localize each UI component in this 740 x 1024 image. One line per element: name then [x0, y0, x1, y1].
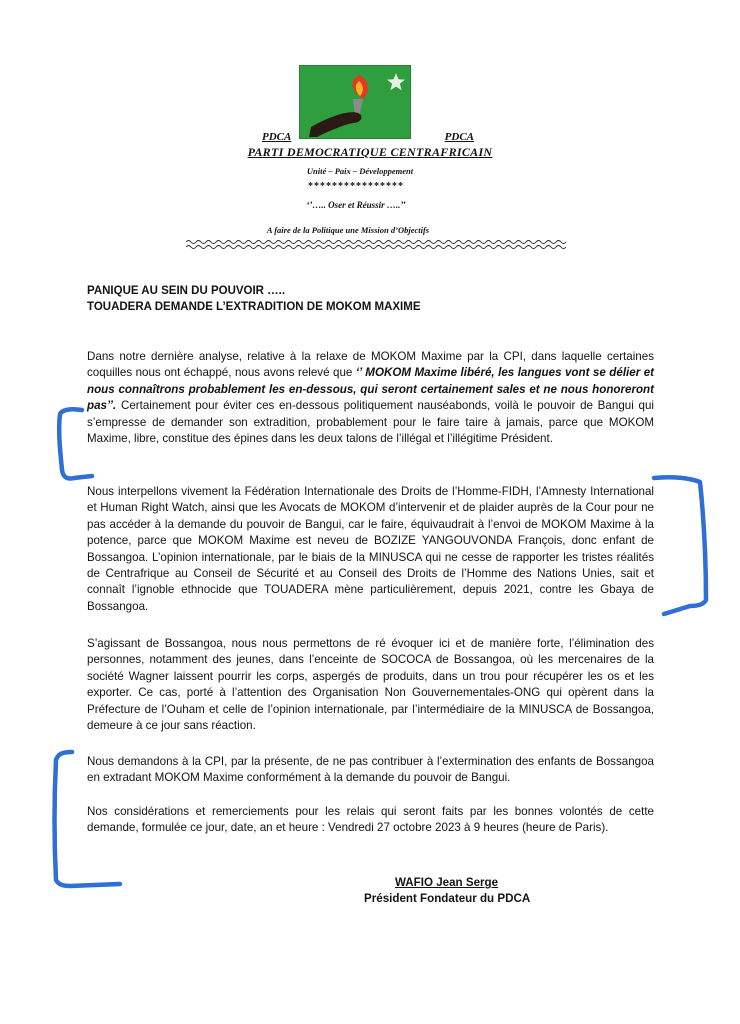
letterhead-abbr-row — [262, 131, 474, 145]
wave-divider — [186, 238, 566, 252]
party-tagline: A faire de la Politique une Mission d’Objectifs — [266, 225, 430, 235]
paragraph-analysis-quote: ‘’ MOKOM Maxime libéré, les langues vont se délier et nous connaîtrons probablement les en-dessous, qui seront certainement sales et ne nous honoreront pas’’. — [87, 366, 654, 413]
paragraph-closing: Nos considérations et remerciements pour les relais qui seront faits par les bonnes volontés de cette demande, formulée ce jour, date, an et heure : Vendredi 27 octobre 2023 à 9 heures (heure de Paris). — [87, 805, 654, 835]
paragraph-analysis — [87, 349, 654, 447]
abbr-right: PDCA — [444, 131, 474, 143]
headline-extradition: TOUADERA DEMANDE L’EXTRADITION DE MOKOM MAXIME — [87, 301, 421, 313]
party-name: PARTI DEMOCRATIQUE CENTRAFRICAIN — [247, 145, 493, 159]
signature-title: Président Fondateur du PDCA — [364, 892, 531, 905]
right-bracket — [654, 477, 706, 614]
party-slogan: ‘’….. Oser et Réussir …..’’ — [306, 200, 406, 210]
paragraph-request: Nous demandons à la CPI, par la présente, de ne pas contribuer à l’extermination des enfants de Bossangoa en extradant MOKOM Maxime conformément à la demande du pouvoir de Bangui. — [87, 755, 654, 785]
party-motto: Unité – Paix – Développement — [306, 166, 414, 176]
stars-divider: **************** — [308, 181, 404, 192]
headline-panic: PANIQUE AU SEIN DU POUVOIR ….. — [87, 285, 286, 297]
paragraph-analysis-intro: Dans notre dernière analyse, relative à la relaxe de MOKOM Maxime par la CPI, dans laquelle certaines coquilles nous ont échappé, nous avons relevé que — [87, 350, 654, 380]
paragraph-appeal: Nous interpellons vivement la Fédération Internationale des Droits de l’Homme-FIDH, l’Amnesty International et Human Right Watch, ainsi que les Avocats de MOKOM d’intervenir et de plaider auprès de la Cour pour ne pas accéder à la demande du pouvoir de Bangui, car le faire, équivaudrait à l’envoi de MOKOM Maxime à la potence, parce que MOKOM Maxime est neveu de BOZIZE YANGOUVONDA François, donc enfant de Bossangoa. L’opinion internationale, par le biais de la MINUSCA qui ne cesse de rapporter les tristes réalités de Centrafrique au Conseil de Sécurité et au Conseil des Droits de l’Homme des Nations Unies, sait et connaît l’ignoble ethnocide que TOUADERA mène particulièrement, depuis 2021, contre les Gbaya de Bossangoa. — [87, 485, 654, 613]
pdca-logo — [299, 65, 411, 139]
abbr-left: PDCA — [262, 131, 292, 143]
paragraph-bossangoa: S’agissant de Bossangoa, nous nous permettons de ré évoquer ici et de manière forte, l’élimination des personnes, notamment des jeunes, dans l’enceinte de SOCOCA de Bossangoa, où les mercenaires de la société Wagner laissent pourrir les corps, aspergés de produits, dans un trou pour récupérer les os et les exporter. Ce cas, porté à l’attention des Organisation Non Gouvernementales-ONG qui opèrent dans la Préfecture de l’Ouham et celle de l’opinion internationale, par l’intermédiaire de la MINUSCA de Bossangoa, demeure à ce jour sans réaction. — [87, 637, 654, 733]
paragraph-analysis-rest: Certainement pour éviter ces en-dessous politiquement nauséabonds, voilà le pouvoir de Bangui qui s’empresse de demander son extradition, probablement pour le faire taire à jamais, parce que MOKOM Maxime, libre, constitue des épines dans les deux talons de l’illégal et l’illégitime Président. — [87, 399, 654, 446]
signature-name: WAFIO Jean Serge — [395, 876, 499, 889]
